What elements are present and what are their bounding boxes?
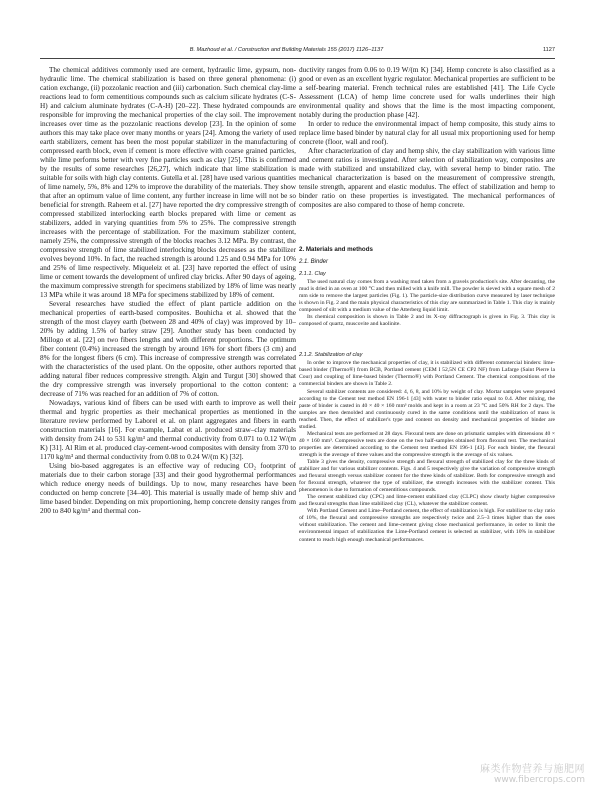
right-column: [299, 66, 555, 760]
running-title: B. Mazhoud et al. / Construction and Building Materials 155 (2017) 1126–1137: [189, 47, 384, 53]
paragraph-table3-results: Table 3 gives the density, compressive strength and flexural strength of stabilized clay for the three kinds of stabilizer and for various stabilizer contents. Figs. 4 and 5 respectively give the variation of compressive strength and flexural strength versus stabilizer content for the three kinds of stabilizer. Both for compressive strength and for flexural strength, whatever the type of stabilizer, the strength increases with the stabilizer content. This phenomenon is due to formation of cementitious compounds.: [299, 458, 555, 494]
paragraph-fiber-kinds: Nowadays, various kind of fibers can be used with earth to improve as well their thermal and hygric properties as their mechanical properties as mentioned in the literature review performed by Laborel et al. on plant aggregates and fibers in earth construction materials [16]. For example, Labat et al. produced straw–clay materials with density from 241 to 531 kg/m³ and thermal conductivity from 0.071 to 0.12 W/(m K) [31]. Al Rim et al. produced clay-cement-wood composites with density from 370 to 1170 kg/m³ and thermal conductivity from 0.08 to 0.24 W/(m K) [32].: [40, 399, 296, 461]
paragraph-stabilizer-selection: With Portland Cement and Lime–Portland cement, the effect of stabilization is high. For stabilizer to clay ratio of 10%, the flexural and compressive strengths are respectively twice and 2.5–3 times higher than the ones without stabilization. The cement and lime-cement giving close mechanical performance, in order to limit the environmental impact of stabilization the Lime-Portland cement is selected as stabilizer, with 10% in stabilizer content to reach high enough mechanical performances.: [299, 508, 555, 543]
clay-heading: 2.1.1. Clay: [299, 271, 326, 277]
section-heading: 2. Materials and methods: [299, 246, 373, 253]
watermark-chinese-text: 麻类作物营养与施肥网: [480, 764, 585, 775]
paragraph-chemical-additives: The chemical additives commonly used are cement, hydraulic lime, gypsum, non-hydraulic lime. The chemical stabilization is based on three general phenomena: (i) cation exchange, (ii) pozzolanic reaction and (iii) carbonation. Such chemical clay-lime reactions lead to form cementitious compounds such as calcium silicate hydrates (C-S-H) and calcium aluminate hydrates (C-A-H) [20–22]. These hydrated compounds are responsible for improving the mechanical properties of the clay soil. The improvement increases over time as the pozzolanic reactions develop [23]. In the opinion of some authors this may take place over many months or years [24]. Among the variety of used earth stabilizers, cement has been the most popular stabilizer in the manufacturing of compressed earth block, even if cement is more effective with coarse grained particles, while lime performs better with very fine particles such as clay [25]. This is confirmed by the results of some researches [26,27], which indicate that lime stabilization is suitable for soils with high clay contents. Gutella et al. [28] have used various quantities of lime namely, 5%, 8% and 12% to improve the durability of the materials. They show that after an optimum value of lime content, any further increase in lime will not be so beneficial for strength. Raheem et al. [27] have reported the dry compressive strength of compressed stabilized interlocking earth blocks prepared with lime or cement as stabilizers, added in varying quantities from 5% to 25%. The compressive strength increases with the percentage of stabilization. For the maximum stabilizer content, namely 25%, the compressive strength of the blocks reaches 3.12 MPa. By contrast, the compressive strength of lime stabilized interlocking blocks decreases as the stabilizer evolves beyond 10%. In fact, the reached strength is around 1.25 and 0.94 MPa for 10% and 25% of lime respectively. Miqueleiz et al. [23] have reported the effect of using lime or cement towards the development of unfired clay bricks. After 90 days of ageing, the maximum compressive strength for specimens stabilized by 18% of lime was nearly 13 MPa while it was around 18 MPa for specimens stabilized by 18% of cement.: [40, 66, 296, 299]
paragraph-cement-vs-lime: The cement stabilized clay (CPC) and lime-cement stabilized clay (CLPC) show clearly higher compressive and flexural strengths than lime stabilized clay (CL), whatever the stabilizer content.: [299, 494, 555, 508]
paragraph-bio-based-aggregates: Using bio-based aggregates is an effective way of reducing CO₂ footprint of materials due to their carbon storage [33] and their good hygrothermal performances which reduce energy needs of buildings. Up to now, many researches have been conducted on hemp concrete [34–40]. This material is usually made of hemp shiv and lime based binder. Depending on mix proportioning, hemp concrete density ranges from 200 to 840 kg/m³ and thermal con-: [40, 462, 296, 515]
paragraph-stabilizer-contents: Several stabilizer contents are considered: 4, 6, 8, and 10% by weight of clay. Mortar samples were prepared according to the Cement test method EN 196-1 [43] with water to binder ratio equal to 0.4. After mixing, the paste of binder is casted in 40 × 40 × 160 mm³ molds and kept in a room at 23 °C and 50% RH for 2 days. The samples are then demolded and continuously cured in the same conditions until the stabilization of mass is reached. Then, the effect of stabilizer's type and content on density and mechanical properties of binder are studied.: [299, 388, 555, 430]
subsection-heading: 2.1. Binder: [299, 259, 329, 265]
paragraph-clay-origin: The used natural clay comes from a washing mud taken from a gravels production's site. After decanting, the mud is dried in an oven at 100 °C and then milled with a knife mill. The powder is sieved with a square mesh of 2 mm side to remove the largest particles (Fig. 1). The particle-size distribution curve measured by laser technique is shown in Fig. 2 and the main physical characteristics of this clay are summarized in Table 1. This clay is mainly composed of silt with a medium value of the Atterberg liquid limit.: [299, 279, 555, 314]
header-rule: [40, 58, 555, 59]
watermark-url: www.fibercrops.com: [494, 775, 585, 785]
stabilization-section: [299, 360, 555, 543]
clay-section: [299, 279, 555, 328]
spacer: [299, 210, 555, 234]
paragraph-clay-composition: Its chemical composition is shown in Table 2 and its X-ray diffractograph is given in Fig. 3. This clay is composed of quartz, muscovite and kaolinite.: [299, 314, 555, 328]
running-header: [40, 44, 555, 56]
paragraph-stabilizers: In order to improve the mechanical properties of clay, it is stabilized with different commercial binders: lime-based binder (Thermo®) from BCB, Portland cement (CEM I 52,5N CE CP2 NF) from Lafarge (Saint Pierre la Cour) and coupling of lime-based binder (Thermo®) with Portland Cement. The chemical compositions of the commercial binders are shown in Table 2.: [299, 360, 555, 388]
site-watermark: [480, 764, 585, 786]
spacer: [299, 328, 555, 352]
paragraph-hemp-conductivity: ductivity ranges from 0.06 to 0.19 W/(m K) [34]. Hemp concrete is also classified as a good or even as an excellent hygric regulator. Mechanical properties are sufficient to be a self-bearing material. French technical rules are established [41]. The Life Cycle Assessment (LCA) of hemp lime concrete used for walls underlines their high environmental quality and shows that the lime is the most impacting component, notably during the production phase [42].: [299, 66, 555, 119]
intro-continuation: [299, 66, 555, 210]
paragraph-mechanical-tests: Mechanical tests are performed at 28 days. Flexural tests are done on prismatic samples with dimensions 40 × 40 × 160 mm³. Compressive tests are done on the two half-samples obtained from flexural test. The mechanical properties are determined according to the Cement test method EN 196-1 [43]. For each binder, the flexural strength is the average of three values and the compressive strength is the average of six values.: [299, 430, 555, 458]
paragraph-plant-particles: Several researches have studied the effect of plant particle addition on the mechanical properties of earth-based composites. Bouhicha et al. showed that the strength of the most clayey earth (between 28 and 40% of clay) was improved by 10–20% by adding 1.5% of barley straw [29]. Another study has been conducted by Millogo et al. [22] on two fibers lengths and with different proportions. The optimum fiber content (0.4%) increased the strength by around 16% for short fibers (3 cm) and 8% for the longest fibers (6 cm). This increase of compressive strength was correlated with the characteristics of the used plant. On the opposite, other authors reported that adding natural fiber reduces compressive strength. Algin and Turgut [30] showed that the dry compressive strength was inversely proportional to the cotton content: a decrease of 71% was reached for an addition of 7% of cotton.: [40, 300, 296, 398]
paragraph-study-outline: After characterization of clay and hemp shiv, the clay stabilization with various lime and cement ratios is investigated. After selection of stabilization way, composites are made with stabilized and unstabilized clay, with several hemp to binder ratio. The mechanical characterization is based on the measurement of compressive strength, tensile strength, apparent and elastic modulus. The effect of stabilization and hemp to binder ratio on these properties is investigated. The mechanical performances of composites are also compared to those of hemp concrete.: [299, 147, 555, 209]
page-number: 1127: [542, 47, 555, 53]
left-column: [40, 66, 296, 760]
paragraph-study-aim: In order to reduce the environmental impact of hemp composite, this study aims to replace lime based binder by natural clay for all usual mix proportioning used for hemp concrete (floor, wall and roof).: [299, 120, 555, 146]
stabilization-heading: 2.1.2. Stabilization of clay: [299, 352, 363, 359]
